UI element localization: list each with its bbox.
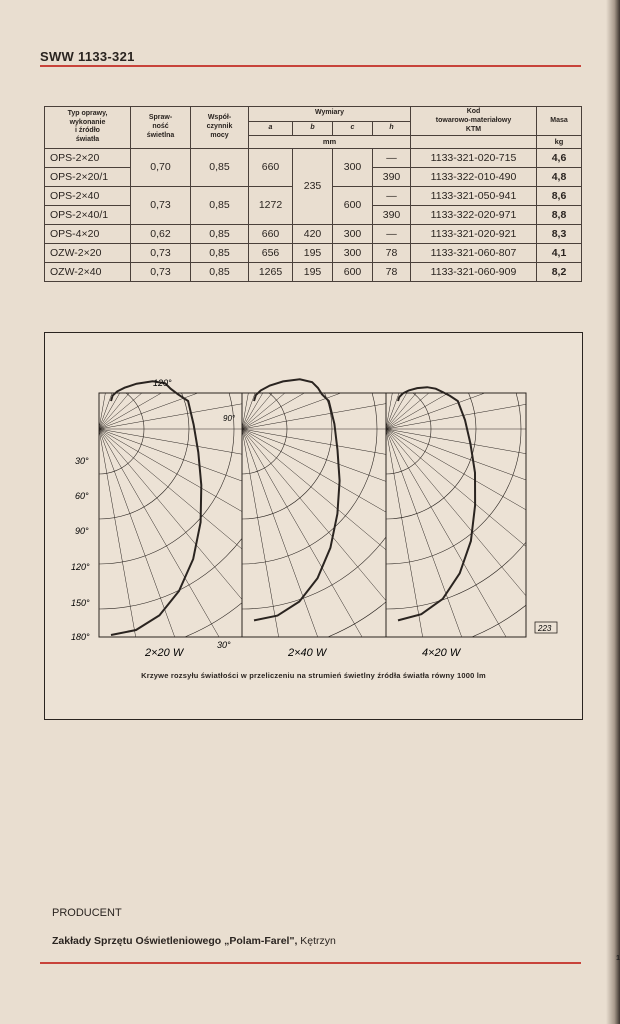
table-row: OPS-2×20 0,70 0,85 660 235 300 — 1133-321-020-715 4,6 [45,148,582,167]
grid-ray [99,429,493,498]
grid-circle [45,333,512,699]
grid-circle [71,333,582,719]
grid-circle [116,333,582,699]
table-row: OZW-2×20 0,73 0,85 656 195 300 78 1133-321-060-807 4,1 [45,243,582,262]
page-title: SWW 1133-321 [40,49,135,64]
grid-circle [45,333,467,654]
grid-ray [242,333,442,429]
table-row: OPS-2×20/1 390 1133-322-010-490 4,8 [45,167,582,186]
angle-label-120-top: 120° [153,378,172,388]
table-row: OPS-2×40/1 390 1133-322-020-971 8,8 [45,205,582,224]
header-dimensions: Wymiary [249,107,411,122]
angle-label-30: 30° [75,456,89,466]
angle-label-150: 150° [71,598,90,608]
header-mass-unit: kg [537,136,582,148]
header-power-factor: Współ- czynnik mocy [191,107,249,149]
header-efficiency: Spraw- ność świetlna [131,107,191,149]
table-row: OZW-2×40 0,73 0,85 1265 195 600 78 1133-321-060-909 8,2 [45,262,582,281]
grid-ray [386,333,523,429]
panel-label-4x20: 4×20 W [422,647,461,659]
grid-ray [386,333,582,429]
panel-border-3 [386,393,526,637]
header-dim-b: b [293,121,333,136]
header-dim-unit: mm [249,136,411,148]
page-number: 1 [616,955,620,962]
top-rule [40,65,581,67]
table-row: OPS-4×20 0,62 0,85 660 420 300 — 1133-321-020-921 8,3 [45,224,582,243]
spec-table [44,106,582,282]
polar-grid [45,333,582,719]
angle-label-90-top: 90° [223,414,236,423]
angle-label-60: 60° [75,491,89,501]
grid-ray [242,429,582,498]
panel-label-2x40: 2×40 W [288,647,327,659]
angle-label-120: 120° [71,562,90,572]
grid-circle [45,333,369,699]
panel-grid-1 [45,333,499,719]
panel-grid-3 [45,333,582,719]
header-type: Typ oprawy, wykonanie i źródło światła [45,107,131,149]
figure-number: 223 [538,624,552,633]
polar-curves [111,379,475,635]
grid-ray [386,333,455,429]
grid-ray [386,333,582,429]
grid-ray [242,429,582,566]
header-mass: Masa [537,107,582,136]
polar-diagram [45,333,582,719]
grid-circle [45,333,459,719]
grid-ray [386,333,582,429]
header-dim-c: c [333,121,373,136]
angle-label-90: 90° [75,526,89,536]
angle-label-180: 180° [71,632,90,642]
grid-ray [386,429,582,686]
polar-figure-box [44,332,583,720]
grid-ray [386,333,582,429]
header-code: Kod towarowo-materiałowy KTM [411,107,537,136]
panel-label-2x20: 2×20 W [145,647,184,659]
page-edge-shadow [606,0,620,1024]
grid-circle [161,333,582,654]
grid-ray [386,429,582,566]
grid-ray [242,333,499,429]
grid-ray [386,333,582,429]
grid-ray [242,333,311,429]
grid-ray [99,360,493,429]
figure-caption: Krzywe rozsyłu światłości w przeliczeniu na strumień świetlny źródła światła równy 1000 lm [141,671,486,680]
bottom-rule [40,962,581,964]
grid-ray [99,333,405,429]
header-dim-a: a [249,121,293,136]
header-code-unit [411,136,537,148]
grid-ray [99,333,299,429]
grid-ray [242,429,582,629]
light-curve-1 [111,381,201,635]
table-row: OPS-2×40 0,73 0,85 1272 600 — 1133-321-050-941 8,6 [45,186,582,205]
angle-label-30-bottom: 30° [217,640,231,650]
header-dim-h: h [373,121,411,136]
producer-label: PRODUCENT [52,907,122,919]
grid-circle [45,333,414,719]
producer-name: Zakłady Sprzętu Oświetleniowego „Polam-Farel", Kętrzyn [52,935,336,947]
grid-ray [99,429,475,566]
grid-ray [242,360,582,429]
